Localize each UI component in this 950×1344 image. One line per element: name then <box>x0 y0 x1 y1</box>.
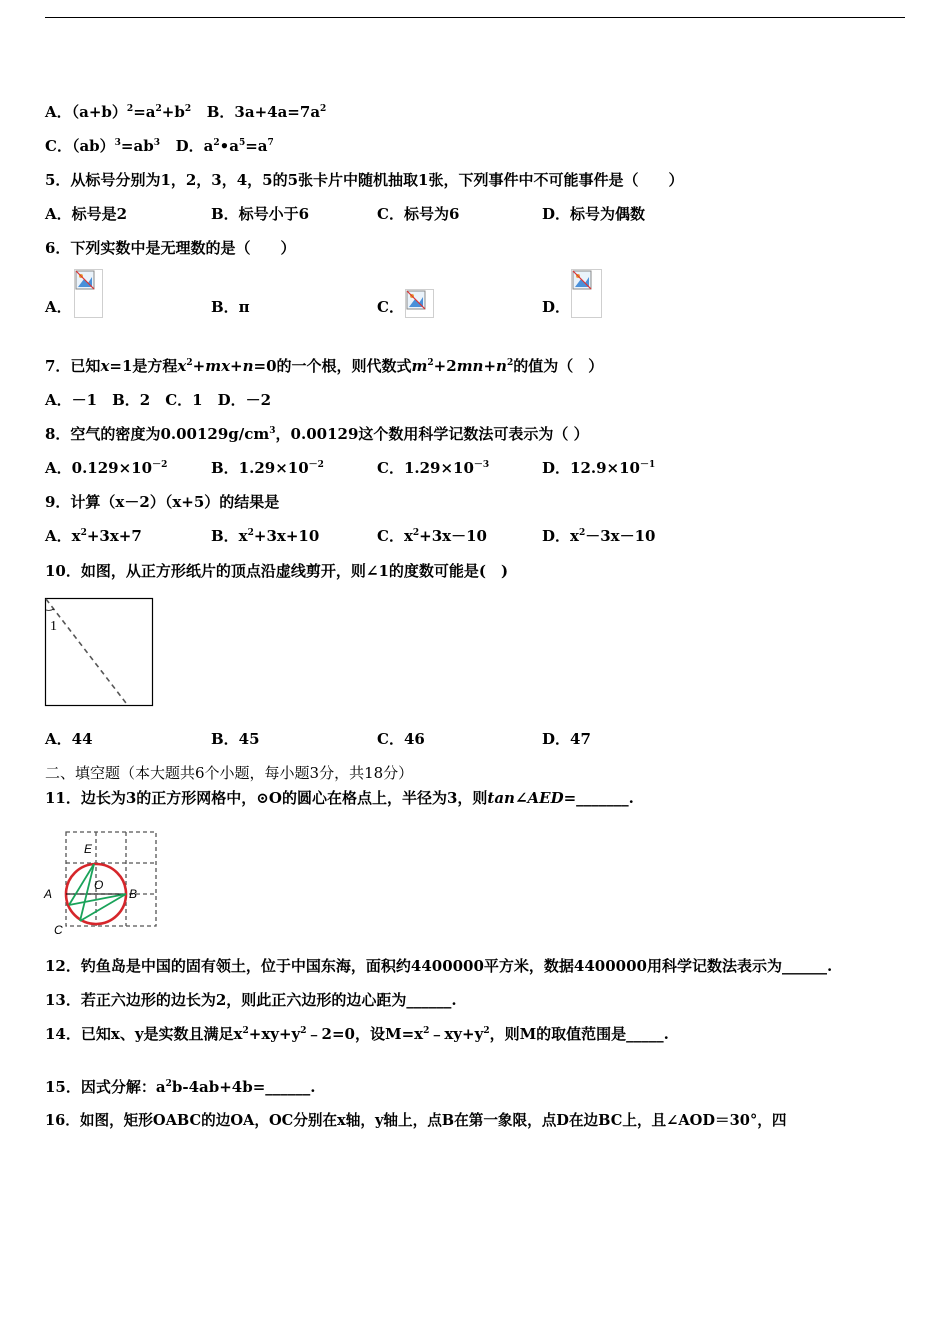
q4-options-line1: A．$(a+b)^2=a^2+b^2$ B．$3a+4a=7a^2$ <box>45 103 327 121</box>
q8-stem: 8．空气的密度为$0.00129g/cm^3$，0.00129这个数用科学记数法可表示为（ ） <box>45 425 589 443</box>
point-e-label: E <box>84 842 93 856</box>
q10-options <box>45 729 905 751</box>
circle-grid-figure <box>42 826 162 938</box>
q5-option-b[interactable]: B．标号小于6 <box>211 205 310 223</box>
broken-image-icon <box>405 289 434 318</box>
header-rule <box>45 17 905 18</box>
q6-stem: 6．下列实数中是无理数的是（ ） <box>45 239 296 257</box>
q6-option-c[interactable]: C． <box>377 298 404 316</box>
q10-option-b[interactable]: B．45 <box>211 730 260 748</box>
q9-option-a[interactable]: A．$x^2+3x+7$ <box>45 527 142 545</box>
square-paper-figure <box>44 597 156 709</box>
q15-stem: 15．因式分解：$a^2b-4ab+4b=\_\_\_\_\_\_$. <box>45 1078 316 1096</box>
q10-option-d[interactable]: D．47 <box>542 730 591 748</box>
q5-option-d[interactable]: D．标号为偶数 <box>542 205 646 223</box>
broken-image-icon <box>571 269 602 318</box>
q5-option-c[interactable]: C．标号为6 <box>377 205 460 223</box>
q9-option-b[interactable]: B．$x^2+3x+10$ <box>211 527 320 545</box>
q5-option-a[interactable]: A．标号是2 <box>45 205 128 223</box>
q10-stem: 10．如图，从正方形纸片的顶点沿虚线剪开，则∠1的度数可能是( ) <box>45 562 509 580</box>
q8-option-d[interactable]: D．$12.9\times 10^{-1}$ <box>542 459 656 477</box>
q7-stem: 7．已知x=1是方程$x^2+mx+n=0$的一个根，则代数式$m^2+2mn+n^2$的值为（ ） <box>45 357 604 375</box>
q10-option-a[interactable]: A．44 <box>45 730 93 748</box>
q9-option-c[interactable]: C．$x^2+3x-10$ <box>377 527 487 545</box>
q16-stem: 16．如图，矩形OABC的边OA，OC分别在x轴，y轴上，点B在第一象限，点D在边BC上，且∠AOD＝30°，四 <box>45 1112 787 1129</box>
q14-stem: 14．已知x、y是实数且满足$x^2+xy+y^2﹣2=0$，设$M=x^2﹣xy+y^2$，则M的取值范围是_____. <box>45 1025 669 1043</box>
q11-stem: 11．边长为3的正方形网格中，⊙O的圆心在格点上，半径为3，则tan∠AED=_______. <box>45 789 634 807</box>
q6-option-d[interactable]: D． <box>542 298 571 316</box>
q8-options <box>45 458 905 480</box>
q6-option-b[interactable]: B．π <box>211 298 250 316</box>
q8-option-a[interactable]: A．$0.129\times 10^{-2}$ <box>45 459 168 477</box>
q8-option-c[interactable]: C．$1.29\times 10^{-3}$ <box>377 459 490 477</box>
angle-1-label: 1 <box>50 619 57 634</box>
q5-options <box>45 204 905 226</box>
broken-image-icon <box>74 269 103 318</box>
q5-stem: 5．从标号分别为1，2，3，4，5的5张卡片中随机抽取1张，下列事件中不可能事件是（ ） <box>45 171 684 189</box>
q9-option-d[interactable]: D．$x^2-3x-10$ <box>542 527 656 545</box>
point-c-label: C <box>54 923 63 937</box>
q12-stem: 12．钓鱼岛是中国的固有领土，位于中国东海，面积约4400000平方米，数据4400000用科学记数法表示为______. <box>45 957 833 975</box>
section-2-heading: 二、填空题（本大题共6个小题，每小题3分，共18分） <box>45 764 414 782</box>
q8-option-b[interactable]: B．$1.29\times 10^{-2}$ <box>211 459 324 477</box>
q6-option-a[interactable]: A． <box>45 298 72 316</box>
q9-stem: 9．计算（x－2）（x+5）的结果是 <box>45 493 280 511</box>
q4-options-line2: C．$(ab)^3=ab^3$ D．$a^2•a^5=a^7$ <box>45 137 274 155</box>
q7-options[interactable]: A．－1 B．2 C．1 D．－2 <box>45 391 272 409</box>
point-b-label: B <box>129 887 138 901</box>
point-o-label: O <box>94 878 104 892</box>
q9-options <box>45 526 905 548</box>
q10-option-c[interactable]: C．46 <box>377 730 425 748</box>
q13-stem: 13．若正六边形的边长为2，则此正六边形的边心距为______. <box>45 991 457 1009</box>
point-a-label: A <box>44 887 53 901</box>
